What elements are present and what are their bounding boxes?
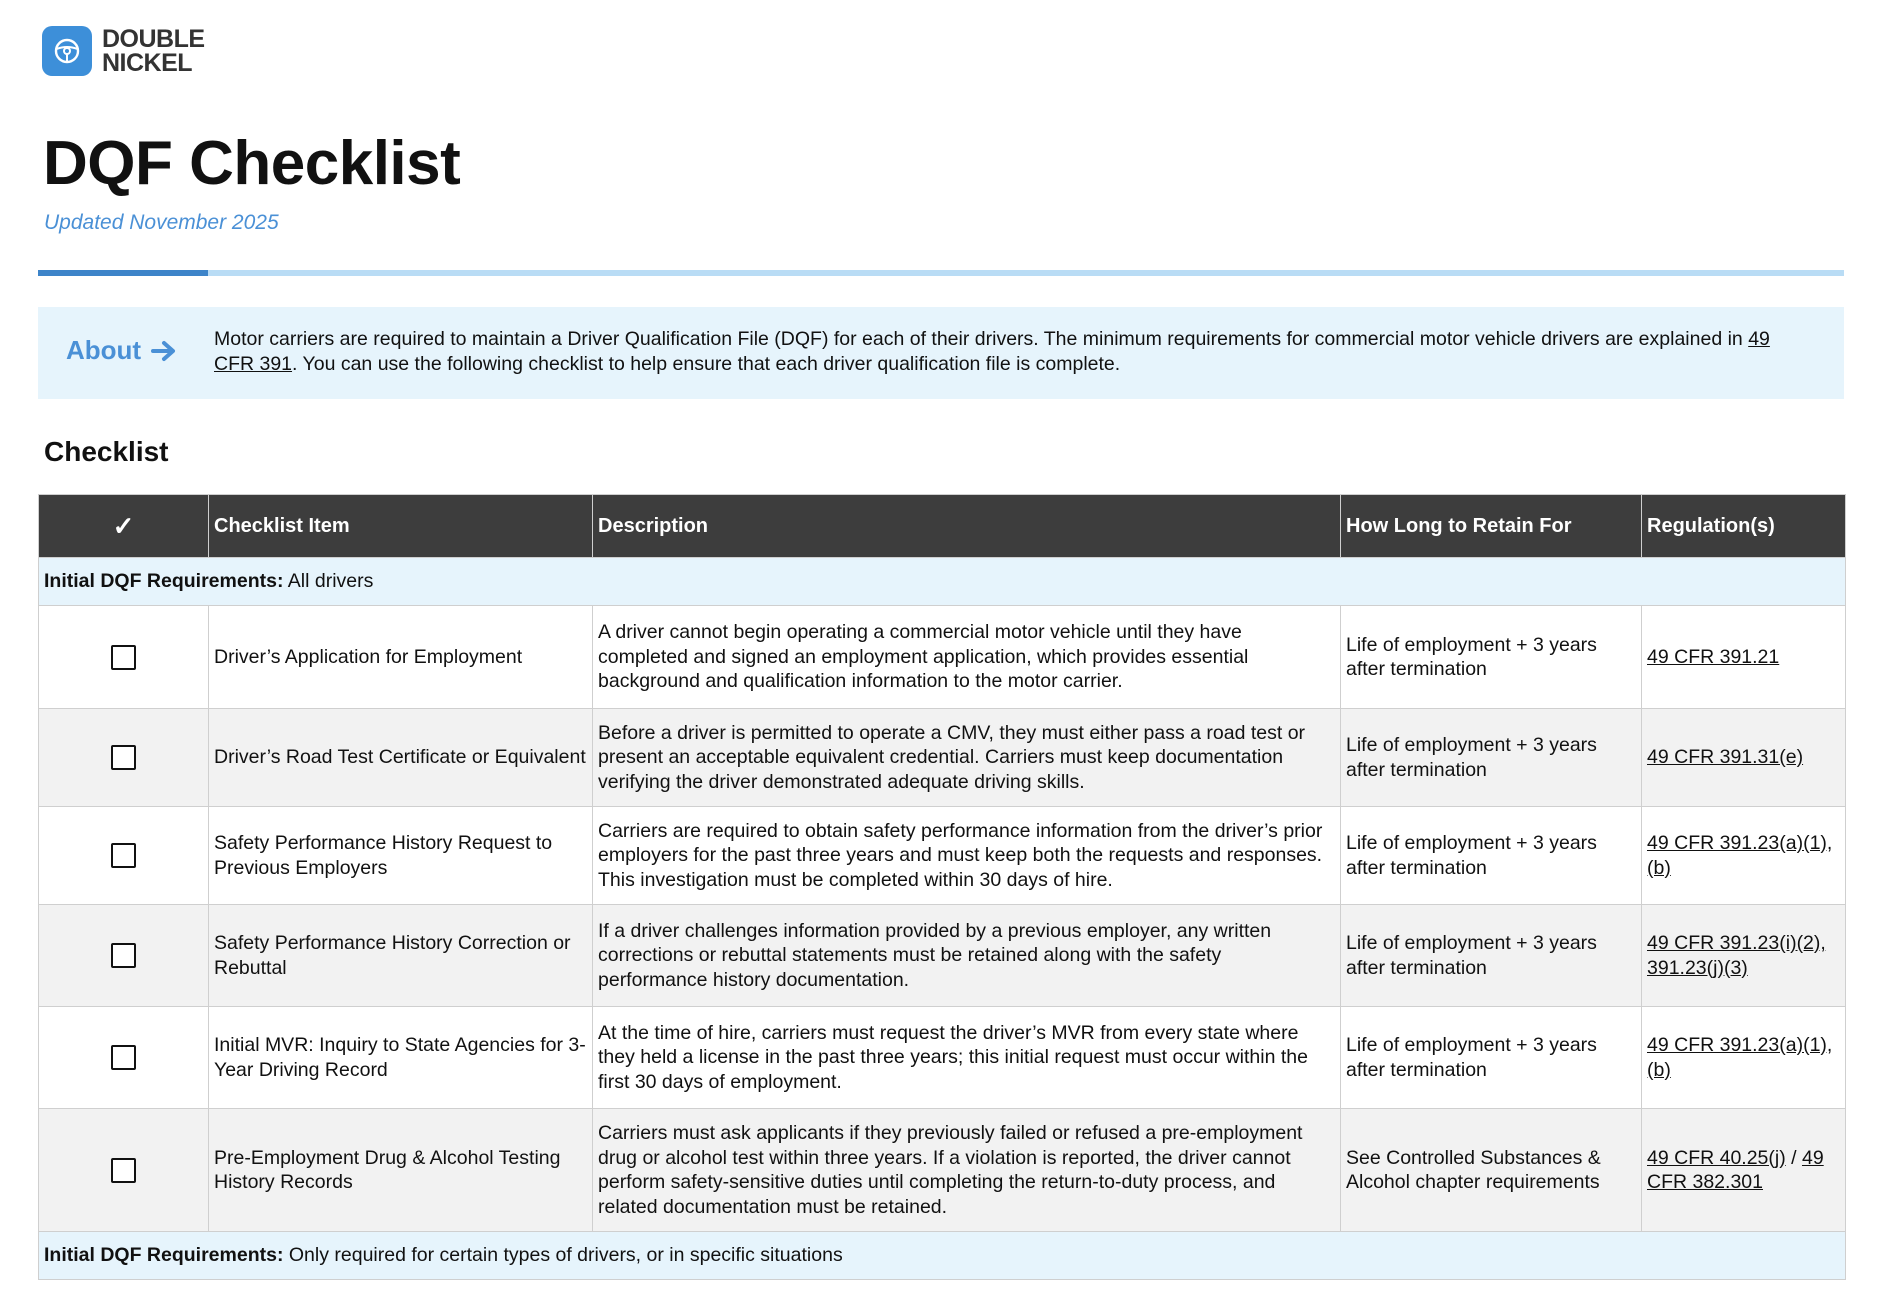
table-header-row — [39, 495, 1846, 558]
checkmark-column-header: ✓ — [39, 495, 209, 558]
regulation-cell — [1642, 807, 1846, 905]
about-label-text: About — [66, 335, 142, 365]
retention-cell: See Controlled Substances & Alcohol chapter requirements — [1341, 1109, 1642, 1232]
checkbox-cell — [39, 1109, 209, 1232]
about-callout — [38, 307, 1844, 399]
table-row — [39, 1109, 1846, 1232]
item-checkbox[interactable] — [111, 1045, 136, 1070]
regulation-link-secondary[interactable]: 49 CFR 382.301 — [1647, 1146, 1824, 1193]
section-row-all-drivers — [39, 558, 1846, 606]
section-label-bold: Initial DQF Requirements: — [44, 1244, 284, 1267]
table-row — [39, 807, 1846, 905]
arrow-right-icon — [151, 339, 179, 363]
page-title: DQF Checklist — [43, 129, 461, 198]
item-checkbox[interactable] — [111, 745, 136, 770]
description-cell: At the time of hire, carriers must request the driver’s MVR from every state where they held a license in the past three years; this initial request must occur within the first 30 days of employment. — [593, 1007, 1341, 1109]
regulation-link[interactable]: 49 CFR 391.21 — [1647, 645, 1780, 668]
regulation-separator: / — [1785, 1146, 1802, 1169]
checkbox-cell — [39, 905, 209, 1007]
regulation-cell — [1642, 709, 1846, 807]
checklist-item-cell: Driver’s Road Test Certificate or Equivalent — [209, 709, 593, 807]
description-cell: Before a driver is permitted to operate a CMV, they must either pass a road test or present an acceptable equivalent credential. Carriers must keep documentation verifying the driver demonstrated adequate driving skills. — [593, 709, 1341, 807]
regulation-cell — [1642, 1007, 1846, 1109]
description-cell: Carriers must ask applicants if they previously failed or refused a pre-employment drug or alcohol test within three years. If a violation is reported, the driver cannot perform safety-sensitive duties until completing the return-to-duty process, and related documentation must be retained. — [593, 1109, 1341, 1232]
table-row — [39, 709, 1846, 807]
about-text — [214, 327, 1814, 377]
description-cell: If a driver challenges information provided by a previous employer, any written corrections or rebuttal statements must be retained along with the safety performance history documentation. — [593, 905, 1341, 1007]
regulation-cell — [1642, 905, 1846, 1007]
section-label — [39, 1232, 1846, 1280]
regulation-link[interactable]: 49 CFR 40.25(j) — [1647, 1146, 1786, 1169]
checkbox-cell — [39, 606, 209, 709]
checkbox-cell — [39, 709, 209, 807]
description-column-header: Description — [593, 495, 1341, 558]
table-row — [39, 1007, 1846, 1109]
checklist-item-cell: Safety Performance History Request to Previous Employers — [209, 807, 593, 905]
header-divider-accent — [38, 270, 208, 276]
retention-cell: Life of employment + 3 years after termination — [1341, 807, 1642, 905]
section-label-bold: Initial DQF Requirements: — [44, 570, 284, 593]
dqf-checklist-table — [38, 494, 1846, 1280]
brand-logo — [42, 26, 205, 76]
checklist-item-cell: Initial MVR: Inquiry to State Agencies for 3-Year Driving Record — [209, 1007, 593, 1109]
brand-name-line-1: DOUBLE — [102, 25, 205, 53]
checkbox-cell — [39, 1007, 209, 1109]
cfr-391-link[interactable]: 49 CFR 391 — [214, 328, 1770, 375]
description-cell: A driver cannot begin operating a commercial motor vehicle until they have completed and signed an employment application, which provides essential background and qualification information to the motor carrier. — [593, 606, 1341, 709]
checklist-item-cell: Pre-Employment Drug & Alcohol Testing History Records — [209, 1109, 593, 1232]
retention-cell: Life of employment + 3 years after termination — [1341, 709, 1642, 807]
brand-name-line-2: NICKEL — [102, 49, 193, 77]
section-label-text: All drivers — [283, 570, 374, 593]
updated-date: Updated November 2025 — [44, 211, 279, 234]
regulation-link[interactable]: 49 CFR 391.23(a)(1), (b) — [1647, 832, 1833, 879]
regulation-link[interactable]: 49 CFR 391.23(a)(1), (b) — [1647, 1034, 1833, 1081]
regulation-link[interactable]: 49 CFR 391.23(i)(2), 391.23(j)(3) — [1647, 932, 1826, 979]
item-checkbox[interactable] — [111, 1158, 136, 1183]
item-checkbox[interactable] — [111, 843, 136, 868]
checklist-item-cell: Driver’s Application for Employment — [209, 606, 593, 709]
steering-wheel-icon — [42, 26, 92, 76]
item-checkbox[interactable] — [111, 943, 136, 968]
section-label — [39, 558, 1846, 606]
regulation-cell — [1642, 606, 1846, 709]
brand-name — [102, 27, 205, 75]
header-divider — [38, 270, 1844, 276]
about-text-intro: Motor carriers are required to maintain a Driver Qualification File (DQF) for each of their drivers. The minimum requirements for commercial motor vehicle drivers are explained in — [214, 328, 1749, 350]
about-label — [66, 335, 179, 366]
section-row-specific-drivers — [39, 1232, 1846, 1280]
retention-column-header: How Long to Retain For — [1341, 495, 1642, 558]
table-row — [39, 905, 1846, 1007]
description-cell: Carriers are required to obtain safety performance information from the driver’s prior employers for the past three years and must keep both the requests and responses. This investigation must be completed within 30 days of hire. — [593, 807, 1341, 905]
section-label-text: Only required for certain types of drivers, or in specific situations — [283, 1244, 843, 1267]
retention-cell: Life of employment + 3 years after termination — [1341, 606, 1642, 709]
checklist-item-cell: Safety Performance History Correction or Rebuttal — [209, 905, 593, 1007]
checkbox-cell — [39, 807, 209, 905]
checklist-heading: Checklist — [44, 436, 169, 467]
regulation-cell — [1642, 1109, 1846, 1232]
retention-cell: Life of employment + 3 years after termination — [1341, 1007, 1642, 1109]
regulation-link[interactable]: 49 CFR 391.31(e) — [1647, 746, 1804, 769]
retention-cell: Life of employment + 3 years after termination — [1341, 905, 1642, 1007]
regulations-column-header: Regulation(s) — [1642, 495, 1846, 558]
about-text-outro: . You can use the following checklist to help ensure that each driver qualification file is complete. — [292, 353, 1121, 375]
table-row — [39, 606, 1846, 709]
checklist-item-column-header: Checklist Item — [209, 495, 593, 558]
item-checkbox[interactable] — [111, 645, 136, 670]
